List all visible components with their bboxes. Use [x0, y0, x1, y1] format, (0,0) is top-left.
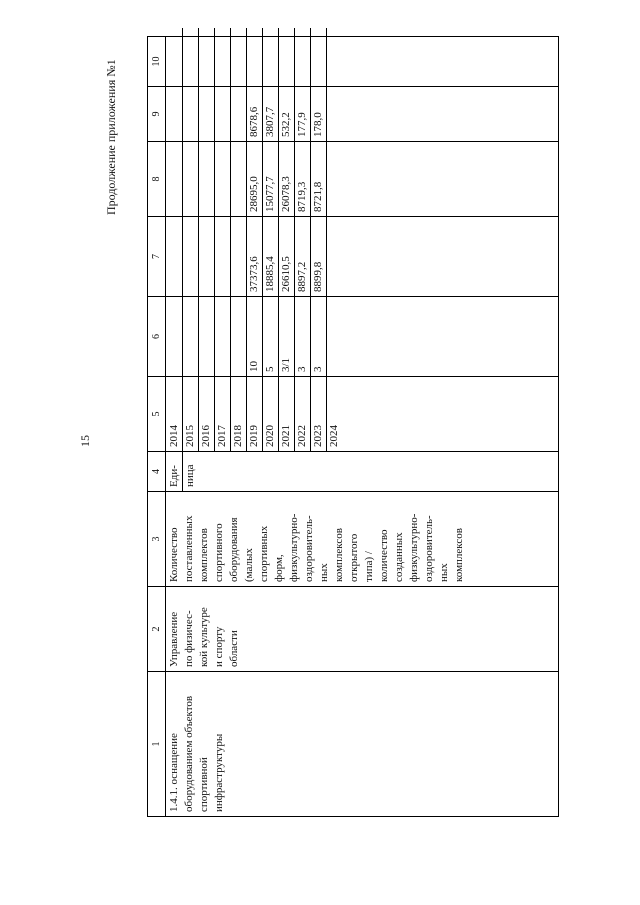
col5-values-line: 3 [311, 297, 327, 376]
event-cell-line: спортивной [198, 757, 210, 812]
header-col-6: 6 [148, 297, 166, 377]
col9-values-line [295, 37, 311, 86]
years-cell-line: 2024 [328, 425, 340, 447]
col6-values-line [199, 217, 215, 296]
col10-values-line [279, 28, 295, 36]
col8-values-line: 177,9 [295, 87, 311, 141]
indicator-cell-line: оздоровитель- [423, 515, 435, 582]
header-col-8: 8 [148, 142, 166, 217]
indicator-cell-line: комплексов [453, 528, 465, 582]
years-cell-line: 2023 [311, 377, 327, 451]
col7-values [166, 142, 559, 217]
header-col-10: 10 [148, 37, 166, 87]
col9-values-line [215, 37, 231, 86]
column-number-row [148, 37, 166, 817]
col9-values-line [263, 37, 279, 86]
col7-values-line [183, 142, 199, 216]
col9-values-line [279, 37, 295, 86]
col6-values-line [327, 217, 342, 296]
header-col-9: 9 [148, 87, 166, 142]
indicator-cell-line: типа) / [363, 551, 375, 582]
indicator-cell-line: поставленных [183, 515, 195, 582]
page-number: 15 [78, 435, 92, 447]
indicator-cell-line: оборудования [228, 517, 240, 582]
col5-values-line: 3 [295, 297, 311, 376]
col10-values-line [311, 28, 327, 36]
col7-values-line: 8719,3 [295, 142, 311, 216]
col9-values-line [199, 37, 215, 86]
col9-values-line [183, 37, 199, 86]
header-col-5: 5 [148, 377, 166, 452]
col8-values-line: 178,0 [311, 87, 327, 141]
col6-values-line: 8897,2 [295, 217, 311, 296]
years-cell [166, 377, 559, 452]
col6-values-line: 26610,5 [279, 217, 295, 296]
indicator-cell-line: количество [378, 529, 390, 582]
indicator-cell-line: открытого [348, 533, 360, 582]
indicator-cell-line: комплектов [198, 528, 210, 582]
header-col-7: 7 [148, 217, 166, 297]
years-cell-line: 2018 [231, 377, 247, 451]
col7-values-line: 28695,0 [247, 142, 263, 216]
col9-values-line [311, 37, 327, 86]
appendix-title: Продолжение приложения №1 [104, 59, 118, 215]
indicator-cell-line: Количество [168, 527, 180, 582]
col9-values-line [231, 37, 247, 86]
col10-values-line [215, 28, 231, 36]
col6-values-line [231, 217, 247, 296]
years-cell-line: 2014 [167, 377, 183, 451]
col10-values-line [183, 28, 199, 36]
years-cell-line: 2017 [215, 377, 231, 451]
col8-values [166, 87, 559, 142]
col5-values-line [183, 297, 199, 376]
col6-values-line [167, 217, 183, 296]
col8-values-line: 3807,7 [263, 87, 279, 141]
col8-values-line [231, 87, 247, 141]
col7-values-line [231, 142, 247, 216]
col8-values-line [215, 87, 231, 141]
event-cell-line: инфраструктуры [213, 733, 225, 812]
indicator-cell-line: (малых [243, 548, 255, 582]
col6-values-line: 18885,4 [263, 217, 279, 296]
col7-values-line: 26078,3 [279, 142, 295, 216]
event-cell-line: оборудованием объектов [183, 695, 195, 812]
executor-cell-line: и спорту [213, 626, 225, 667]
col10-values-line [263, 28, 279, 36]
years-cell-line: 2015 [183, 377, 199, 451]
event-cell-line: 1.4.1. оснащение [168, 733, 180, 812]
col7-values-line [215, 142, 231, 216]
unit-cell-line: ница [184, 464, 196, 487]
col9-values [166, 37, 559, 87]
indicator-cell-line: физкультурно- [408, 513, 420, 582]
indicator-cell-line: спортивного [213, 523, 225, 582]
col9-values-line [327, 37, 342, 86]
col8-values-line [327, 87, 342, 141]
col10-values-line [167, 28, 183, 36]
event-cell [166, 672, 559, 817]
col5-values-line [199, 297, 215, 376]
years-cell-line: 2019 [247, 377, 263, 451]
col10-values-line [199, 28, 215, 36]
col7-values-line [327, 142, 342, 216]
col5-values-line [327, 297, 342, 376]
col6-values-line: 37373,6 [247, 217, 263, 296]
col6-values [166, 217, 559, 297]
col10-values-line [247, 28, 263, 36]
indicator-cell-line: оздоровитель- [303, 515, 315, 582]
col7-values-line [167, 142, 183, 216]
indicator-cell-line: форм, [273, 554, 285, 582]
col5-values-line [167, 297, 183, 376]
years-cell-line: 2022 [295, 377, 311, 451]
col7-values-line [199, 142, 215, 216]
col10-values-line [327, 28, 342, 36]
col6-values-line: 8899,8 [311, 217, 327, 296]
col7-values-line: 15077,7 [263, 142, 279, 216]
indicator-cell-line: созданных [393, 532, 405, 582]
unit-cell [166, 452, 559, 492]
program-table [147, 36, 559, 817]
years-cell-line: 2020 [263, 377, 279, 451]
col10-values-line [295, 28, 311, 36]
executor-cell-line: кой культуре [198, 607, 210, 667]
col8-values-line [167, 87, 183, 141]
years-cell-line: 2021 [279, 377, 295, 451]
col6-values-line [215, 217, 231, 296]
indicator-cell-line: физкультурно- [288, 513, 300, 582]
col10-values-line [231, 28, 247, 36]
indicator-cell-line: комплексов [333, 528, 345, 582]
header-col-3: 3 [148, 492, 166, 587]
col9-values-line [167, 37, 183, 86]
header-col-1: 1 [148, 672, 166, 817]
col6-values-line [183, 217, 199, 296]
table-row [166, 37, 559, 817]
unit-cell-line: Еди- [167, 452, 183, 491]
col8-values-line: 8678,6 [247, 87, 263, 141]
col7-values-line: 8721,8 [311, 142, 327, 216]
indicator-cell-line: спортивных [258, 525, 270, 582]
col8-values-line: 532,2 [279, 87, 295, 141]
col5-values-line: 10 [247, 297, 263, 376]
header-col-2: 2 [148, 587, 166, 672]
executor-cell-line: Управление [168, 611, 180, 667]
years-cell-line: 2016 [199, 377, 215, 451]
indicator-cell-line: ных [438, 563, 450, 582]
col5-values-line: 3/1 [279, 297, 295, 376]
executor-cell-line: области [228, 630, 240, 667]
col5-values-line [215, 297, 231, 376]
header-col-4: 4 [148, 452, 166, 492]
executor-cell-line: по физичес- [183, 610, 195, 667]
col5-values [166, 297, 559, 377]
executor-cell [166, 587, 559, 672]
col8-values-line [183, 87, 199, 141]
indicator-cell-line: ных [318, 563, 330, 582]
col5-values-line [231, 297, 247, 376]
indicator-cell [166, 492, 559, 587]
col9-values-line [247, 37, 263, 86]
col8-values-line [199, 87, 215, 141]
col5-values-line: 5 [263, 297, 279, 376]
